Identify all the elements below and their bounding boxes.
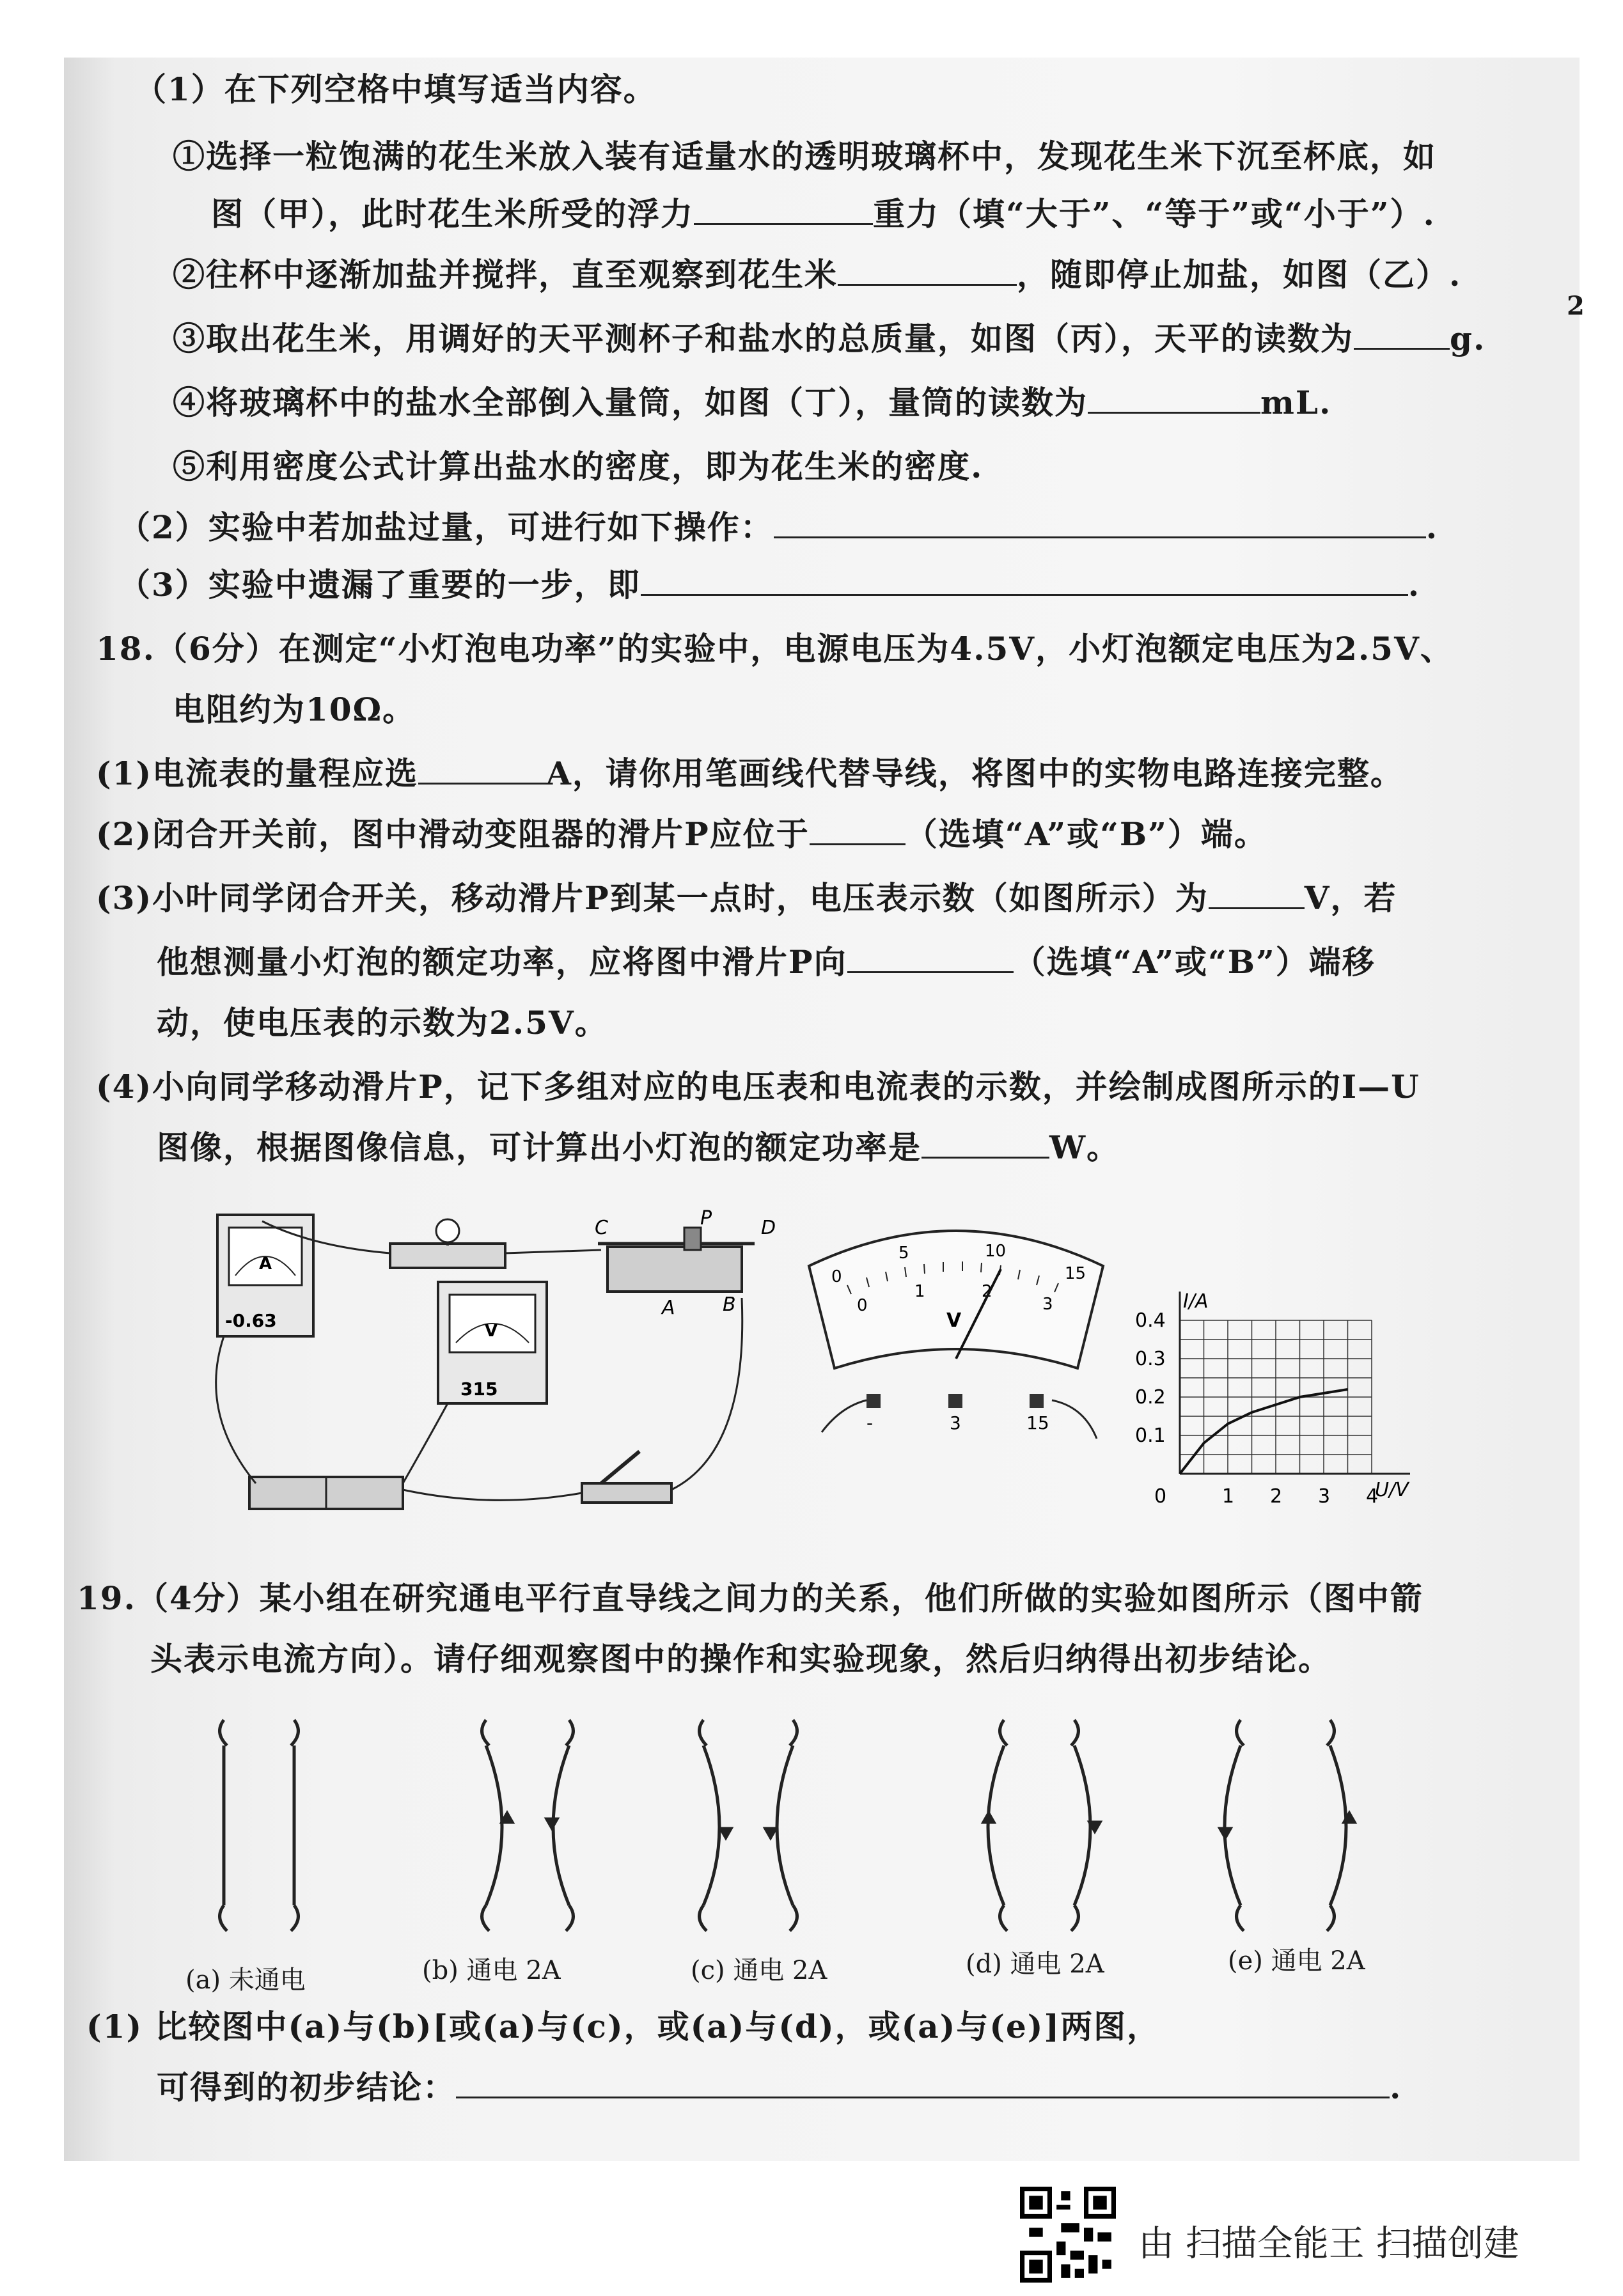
svg-text:V: V	[485, 1322, 498, 1341]
caption-d: (d) 通电 2A	[966, 1949, 1104, 1979]
ammeter	[217, 1215, 313, 1336]
q18-part2: (2)闭合开关前，图中滑动变阻器的滑片P应位于 （选填“A”或“B”）端。	[96, 815, 1267, 853]
wires-d	[984, 1720, 1100, 1931]
ammeter-scale-label: -0.63	[225, 1310, 277, 1331]
rheostat-label-a: A	[662, 1297, 675, 1319]
q18-part3c: 动，使电压表的示数为2.5V。	[157, 1004, 608, 1042]
iu-chart-ytick-label: 0.4	[1135, 1309, 1166, 1332]
caption-b: (b) 通电 2A	[422, 1956, 561, 1985]
wires-a	[220, 1720, 299, 1931]
rheostat-label-p: P	[700, 1208, 712, 1230]
wires-b	[482, 1720, 574, 1931]
q17-step4: ④将玻璃杯中的盐水全部倒入量筒，如图（丁），量筒的读数为 mL.	[173, 384, 1332, 421]
page-mark: 2	[1567, 291, 1585, 321]
q17-part2: （2）实验中若加盐过量，可进行如下操作： .	[118, 508, 1439, 546]
terminal-label-3: 3	[950, 1412, 961, 1433]
terminal-15	[1030, 1394, 1044, 1408]
dial-bottom-1: 1	[914, 1282, 925, 1301]
q17-step3: ③取出花生米，用调好的天平测杯子和盐水的总质量，如图（丙），天平的读数为 g.	[173, 320, 1486, 357]
q18-part4a: (4)小向同学移动滑片P，记下多组对应的电压表和电流表的示数，并绘制成图所示的I—U	[96, 1068, 1420, 1105]
rheostat-label-c: C	[595, 1217, 608, 1239]
iu-chart-xlabel: U/V	[1375, 1479, 1409, 1501]
iu-chart-xtick-label: 3	[1318, 1485, 1331, 1508]
q19-part1a: (1) 比较图中(a)与(b)[或(a)与(c)，或(a)与(d)，或(a)与(e)]两图，	[86, 2008, 1161, 2045]
dial-top-5: 5	[898, 1244, 909, 1263]
terminal-3	[948, 1394, 962, 1408]
q18-header-1: 18.（6分）在测定“小灯泡电功率”的实验中，电源电压为4.5V，小灯泡额定电压为2.5V、	[96, 630, 1454, 668]
bulb-board	[390, 1219, 505, 1268]
voltmeter-scale-label: 315	[460, 1378, 498, 1400]
q18-part3a: (3)小叶同学闭合开关，移动滑片P到某一点时，电压表示数（如图所示）为 V，若	[96, 879, 1397, 917]
q19-header-2: 头表示电流方向）。请仔细观察图中的操作和实验现象，然后归纳得出初步结论。	[150, 1640, 1331, 1678]
terminal-neg	[866, 1394, 881, 1408]
iu-chart-ytick-label: 0.2	[1135, 1386, 1166, 1409]
iu-chart-ylabel: I/A	[1183, 1290, 1209, 1313]
battery	[249, 1477, 403, 1509]
iu-chart-ytick-label: 0.3	[1135, 1348, 1166, 1370]
iu-chart-ytick-label: 0.1	[1135, 1425, 1166, 1447]
wires-c	[700, 1720, 797, 1931]
iu-chart-series-line	[1180, 1389, 1348, 1474]
dial-top-0: 0	[831, 1267, 842, 1286]
dial-bottom-0: 0	[857, 1296, 868, 1315]
caption-c: (c) 通电 2A	[691, 1956, 827, 1985]
q19-part1b: 可得到的初步结论： .	[157, 2068, 1402, 2106]
q17-part3: （3）实验中遗漏了重要的一步，即 .	[118, 566, 1421, 604]
iu-chart-xtick-label: 4	[1366, 1485, 1379, 1508]
terminal-label-15: 15	[1026, 1412, 1049, 1433]
dial-top-15: 15	[1065, 1264, 1086, 1283]
iu-chart-xtick-label: 2	[1270, 1485, 1283, 1508]
q17-step5: ⑤利用密度公式计算出盐水的密度，即为花生米的密度.	[173, 448, 984, 485]
dial-unit: V	[946, 1309, 962, 1332]
dial-bottom-3: 3	[1042, 1295, 1053, 1314]
q19-header-1: 19.（4分）某小组在研究通电平行直导线之间力的关系，他们所做的实验如图所示（图中箭	[77, 1579, 1423, 1617]
terminal-label-neg: -	[866, 1412, 874, 1433]
wires-e	[1220, 1720, 1354, 1931]
rheostat-label-b: B	[723, 1293, 736, 1316]
iu-chart-xtick-label: 0	[1154, 1485, 1167, 1508]
q17-step1b: 图（甲），此时花生米所受的浮力 重力（填“大于”、“等于”或“小于”）.	[211, 195, 1436, 233]
q18-part4b: 图像，根据图像信息，可计算出小灯泡的额定功率是 W。	[157, 1128, 1120, 1166]
svg-text:A: A	[259, 1254, 272, 1274]
iu-chart-grid	[1180, 1292, 1410, 1474]
iu-chart-xtick-label: 1	[1222, 1485, 1235, 1508]
dial-bottom-2: 2	[982, 1282, 992, 1301]
parallel-wires-figure	[179, 1694, 1458, 1944]
qr-code	[1020, 2187, 1116, 2283]
dial-top-10: 10	[985, 1242, 1007, 1261]
q17-part1: （1）在下列空格中填写适当内容。	[134, 70, 657, 108]
voltmeter-dial	[796, 1215, 1116, 1483]
scanner-watermark: 由 扫描全能王 扫描创建	[1138, 2223, 1519, 2265]
q17-step2: ②往杯中逐渐加盐并搅拌，直至观察到花生米 ，随即停止加盐，如图（乙）.	[173, 256, 1462, 293]
voltmeter	[438, 1282, 547, 1403]
q18-part3b: 他想测量小灯泡的额定功率，应将图中滑片P向 （选填“A”或“B”）端移	[157, 943, 1376, 981]
q18-part1: (1)电流表的量程应选 A，请你用笔画线代替导线，将图中的实物电路连接完整。	[96, 754, 1404, 792]
iu-chart	[1122, 1288, 1429, 1531]
caption-e: (e) 通电 2A	[1228, 1946, 1365, 1976]
rheostat-label-d: D	[761, 1217, 776, 1239]
rheostat	[595, 1208, 776, 1319]
circuit-diagram	[185, 1208, 799, 1522]
q18-header-2: 电阻约为10Ω。	[173, 691, 416, 728]
q17-step1a: ①选择一粒饱满的花生米放入装有适量水的透明玻璃杯中，发现花生米下沉至杯底，如	[173, 137, 1436, 175]
switch	[582, 1451, 671, 1503]
caption-a: (a) 未通电	[185, 1965, 306, 1995]
